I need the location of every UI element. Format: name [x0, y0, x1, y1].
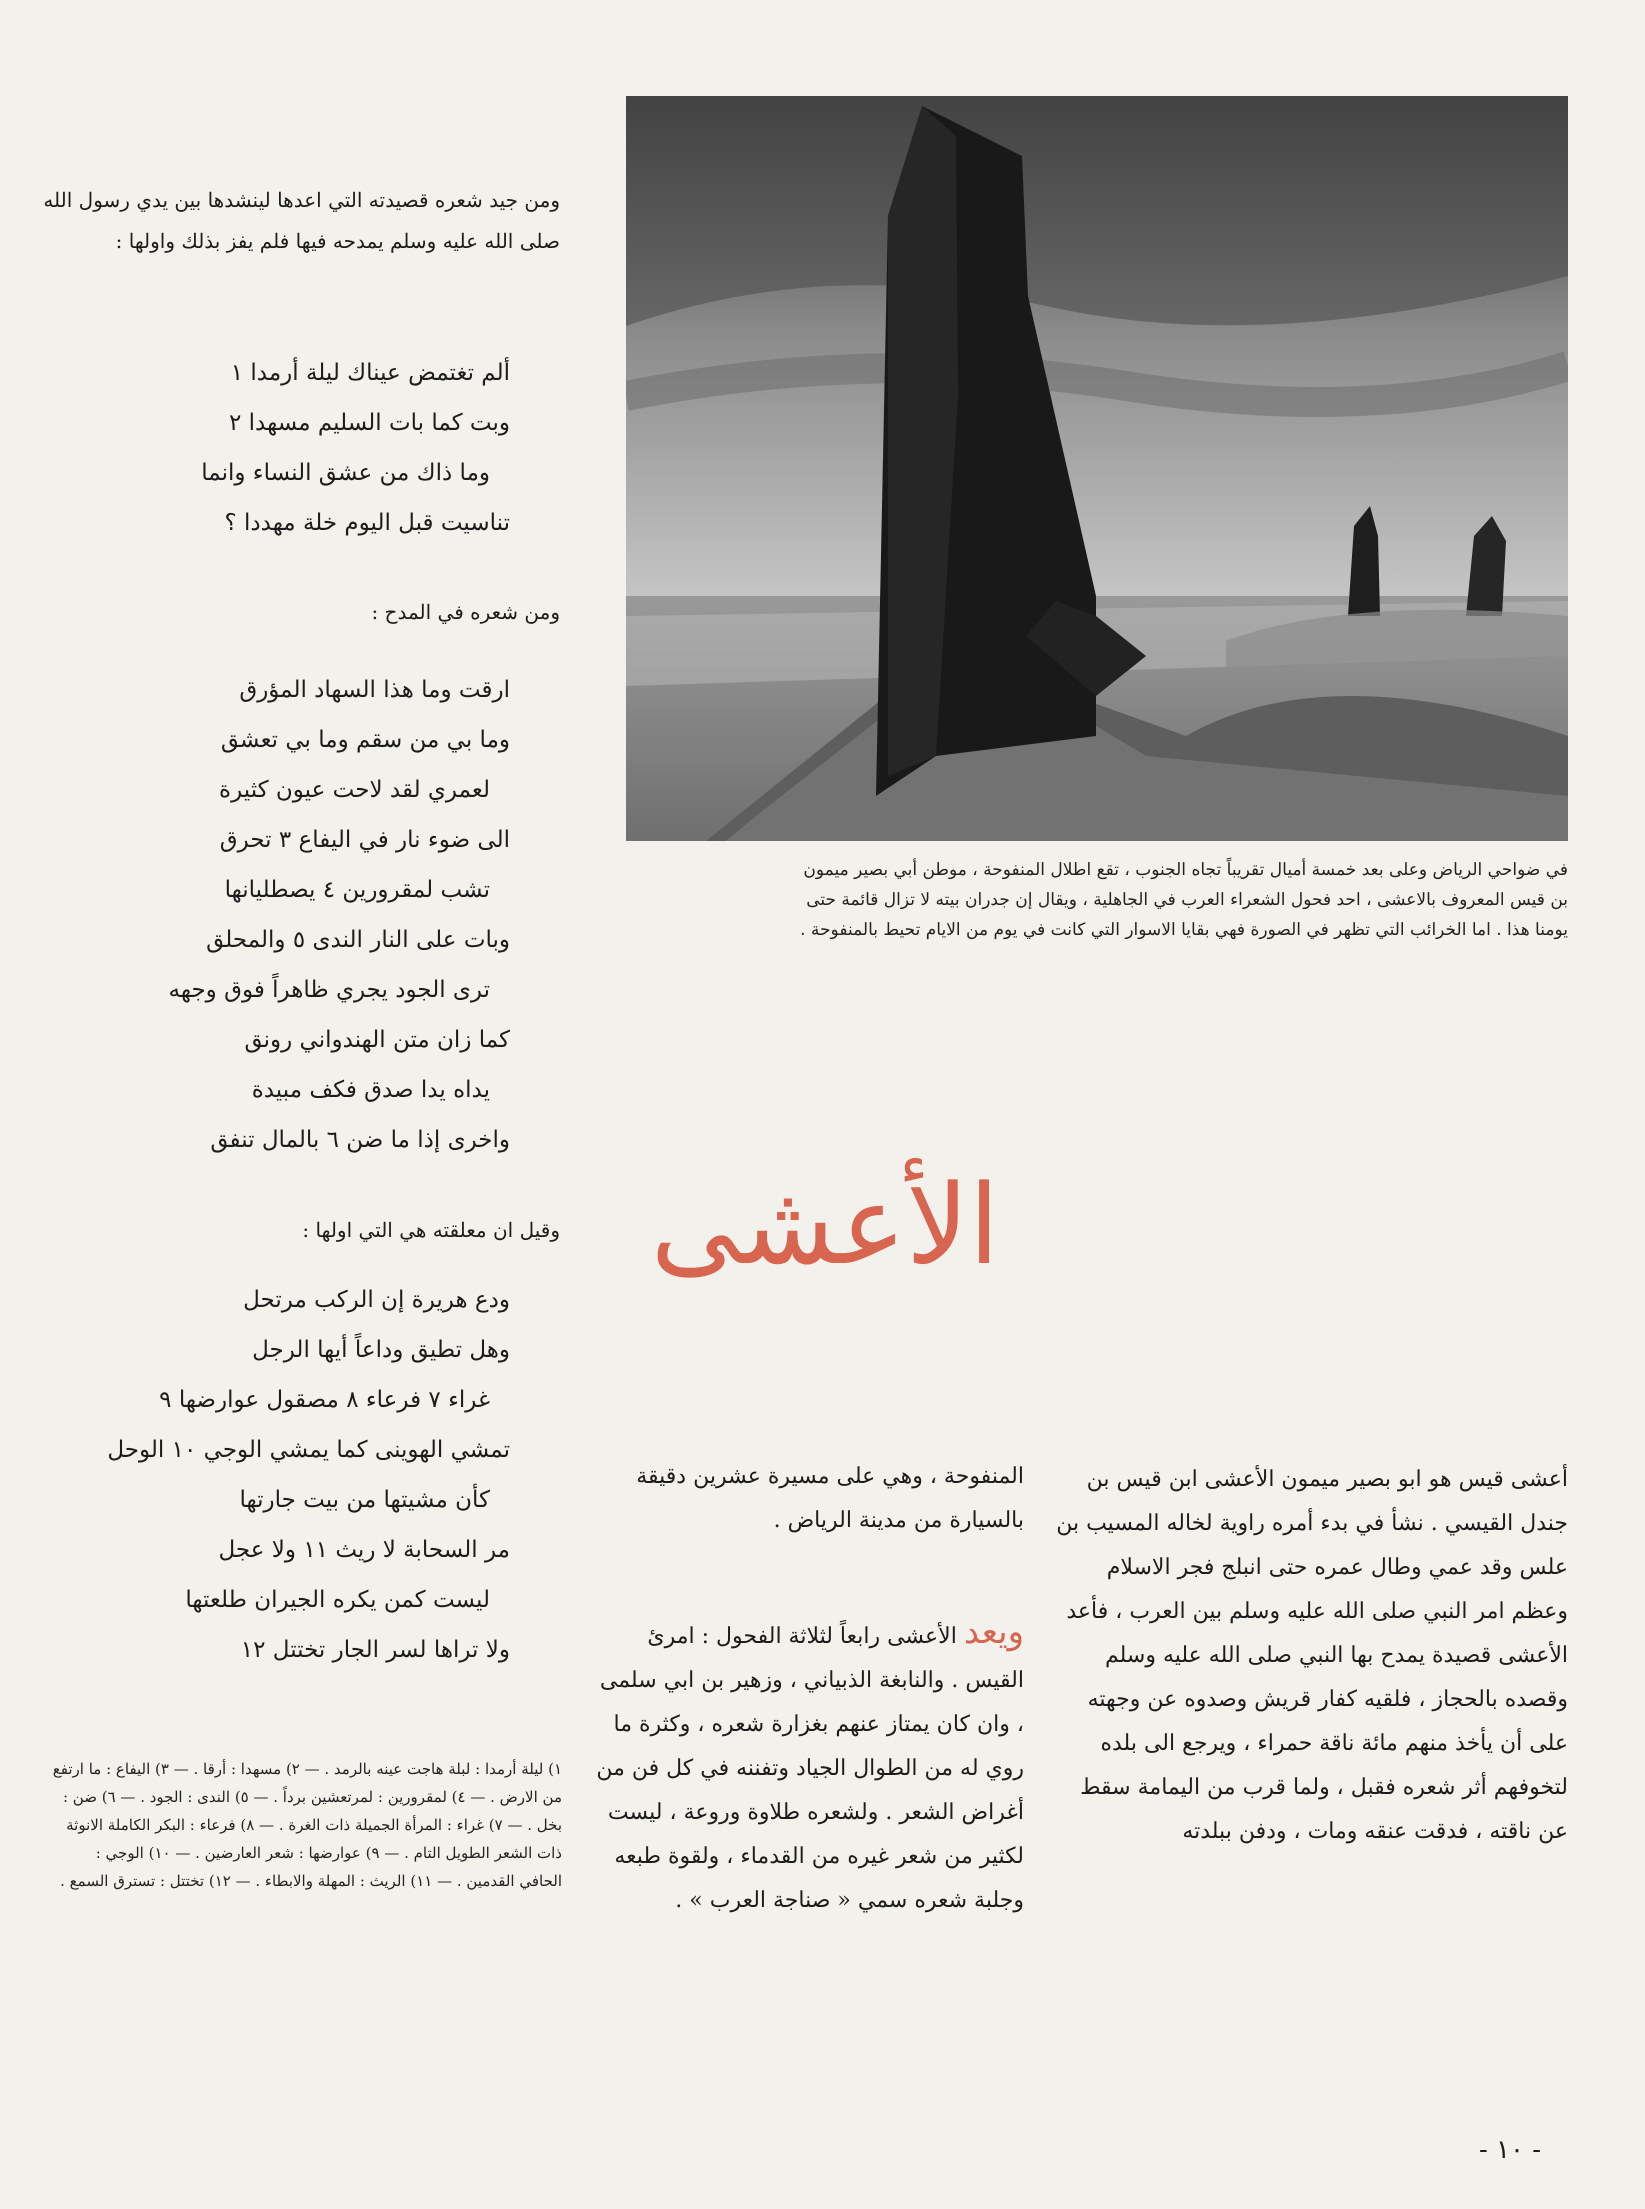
footnotes: ١) ليلة أرمدا : لبلة هاجت عينه بالرمد . — ٢) مسهدا : أرقا . — ٣) اليفاع : ما ارتفع من الارض . — ٤) لمقرورين : لمرتعشين برداً . — ٥) الندى : الجود . — ٦) ضن : بخل . — ٧) غراء : المرأة الجميلة ذات الغرة . — ٨) فرعاء : البكر الكاملة الانوثة ذات الشعر الطويل التام . — ٩) عوارضها : شعر العارضين . — ١٠) الوجي : الحافي القدمين . — ١١) الريث : المهلة والابطاء . — ١٢) تختتل : تسترق السمع . — [52, 1760, 562, 1890]
poem-line: كأن مشيتها من بيت جارتها — [239, 1487, 490, 1513]
poem-line: ارقت وما هذا السهاد المؤرق — [239, 677, 510, 703]
section-heading-muallaqa: وقيل ان معلقته هي التي اولها : — [302, 1218, 560, 1242]
poem-line: يداه يدا صدق فكف مبيدة — [251, 1077, 490, 1103]
poem-line: ودع هريرة إن الركب مرتحل — [243, 1287, 510, 1313]
poem-line: الى ضوء نار في اليفاع ٣ تحرق — [219, 827, 510, 853]
poem-line: ولا تراها لسر الجار تختتل ١٢ — [240, 1637, 510, 1663]
poem-line: تناسيت قبل اليوم خلة مهددا ؟ — [224, 510, 510, 536]
poem-line: وما ذاك من عشق النساء وانما — [201, 460, 490, 486]
ruins-photo — [626, 96, 1568, 841]
poem-line: مر السحابة لا ريث ١١ ولا عجل — [218, 1537, 510, 1563]
poem-line: ترى الجود يجري ظاهراً فوق وجهه — [168, 977, 490, 1003]
page-number: - ١٠ - — [1478, 2135, 1542, 2165]
drop-word: ويعد — [963, 1612, 1024, 1652]
article-body-left — [586, 1610, 1024, 1923]
article-body-left-intro: المنفوحة ، وهي على مسيرة عشرين دقيقة بالسيارة من مدينة الرياض . — [636, 1464, 1024, 1533]
poem-block-3 — [70, 1275, 510, 1675]
article-title: الأعشى — [650, 1161, 1000, 1289]
poem-line: لعمري لقد لاحت عيون كثيرة — [219, 777, 490, 803]
poem-line: تشب لمقرورين ٤ يصطليانها — [224, 877, 490, 903]
section-heading-praise: ومن شعره في المدح : — [371, 600, 560, 624]
poem-intro: ومن جيد شعره قصيدته التي اعدها لينشدها بين يدي رسول الله صلى الله عليه وسلم يمدحه فيها فلم يفز بذلك واولها : — [43, 188, 560, 253]
ruins-photo-image — [626, 96, 1568, 841]
poem-line: ألم تغتمض عيناك ليلة أرمدا ١ — [230, 360, 510, 386]
poem-line: وبت كما بات السليم مسهدا ٢ — [228, 410, 510, 436]
article-body-right: أعشى قيس هو ابو بصير ميمون الأعشى ابن قيس بن جندل القيسي . نشأ في بدء أمره راوية لخاله المسيب بن علس وقد عمي وطال عمره حتى انبلج فجر الاسلام وعظم امر النبي صلى الله عليه وسلم بين العرب ، فأعد الأعشى قصيدة يمدح بها النبي صلى الله عليه وسلم وقصده بالحجاز ، فلقيه كفار قريش وصدوه عن وجهته على أن يأخذ منهم مائة ناقة حمراء ، ويرجع الى بلده لتخوفهم أثر شعره فقبل ، ولما قرب من اليمامة سقط عن ناقته ، فدقت عنقه ومات ، ودفن ببلدته — [1056, 1467, 1568, 1844]
poem-block-2 — [70, 665, 510, 1165]
poem-block-1 — [70, 348, 510, 548]
poem-line: وما بي من سقم وما بي تعشق — [220, 727, 510, 753]
poem-line: وبات على النار الندى ٥ والمحلق — [206, 927, 510, 953]
poem-line: ليست كمن يكره الجيران طلعتها — [185, 1587, 490, 1613]
photo-caption: في ضواحي الرياض وعلى بعد خمسة أميال تقريباً تجاه الجنوب ، تقع اطلال المنفوحة ، موطن أبي بصير ميمون بن قيس المعروف بالاعشى ، احد فحول الشعراء العرب في الجاهلية ، ويقال إن جدران بيته لا تزال قائمة حتى يومنا هذا . اما الخرائب التي تظهر في الصورة فهي بقايا الاسوار التي كانت في يوم من الايام تحيط بالمنفوحة . — [800, 860, 1568, 940]
poem-line: غراء ٧ فرعاء ٨ مصقول عوارضها ٩ — [159, 1387, 490, 1413]
poem-line: تمشي الهوينى كما يمشي الوجي ١٠ الوحل — [107, 1437, 510, 1463]
poem-line: كما زان متن الهندواني رونق — [244, 1027, 510, 1053]
poem-line: واخرى إذا ما ضن ٦ بالمال تنفق — [210, 1127, 510, 1153]
poem-line: وهل تطيق وداعاً أيها الرجل — [252, 1337, 510, 1363]
article-body-left-text: الأعشى رابعاً لثلاثة الفحول : امرئ القيس . والنابغة الذبياني ، وزهير بن ابي سلمى ، وان كان يمتاز عنهم بغزارة شعره ، وكثرة ما روي له من الطوال الجياد وتفننه في كل فن من أغراض الشعر . ولشعره طلاوة وروعة ، ليست لكثير من شعر غيره من القدماء ، ولقوة طبعه وجلبة شعره سمي « صناجة العرب » . — [596, 1624, 1024, 1913]
